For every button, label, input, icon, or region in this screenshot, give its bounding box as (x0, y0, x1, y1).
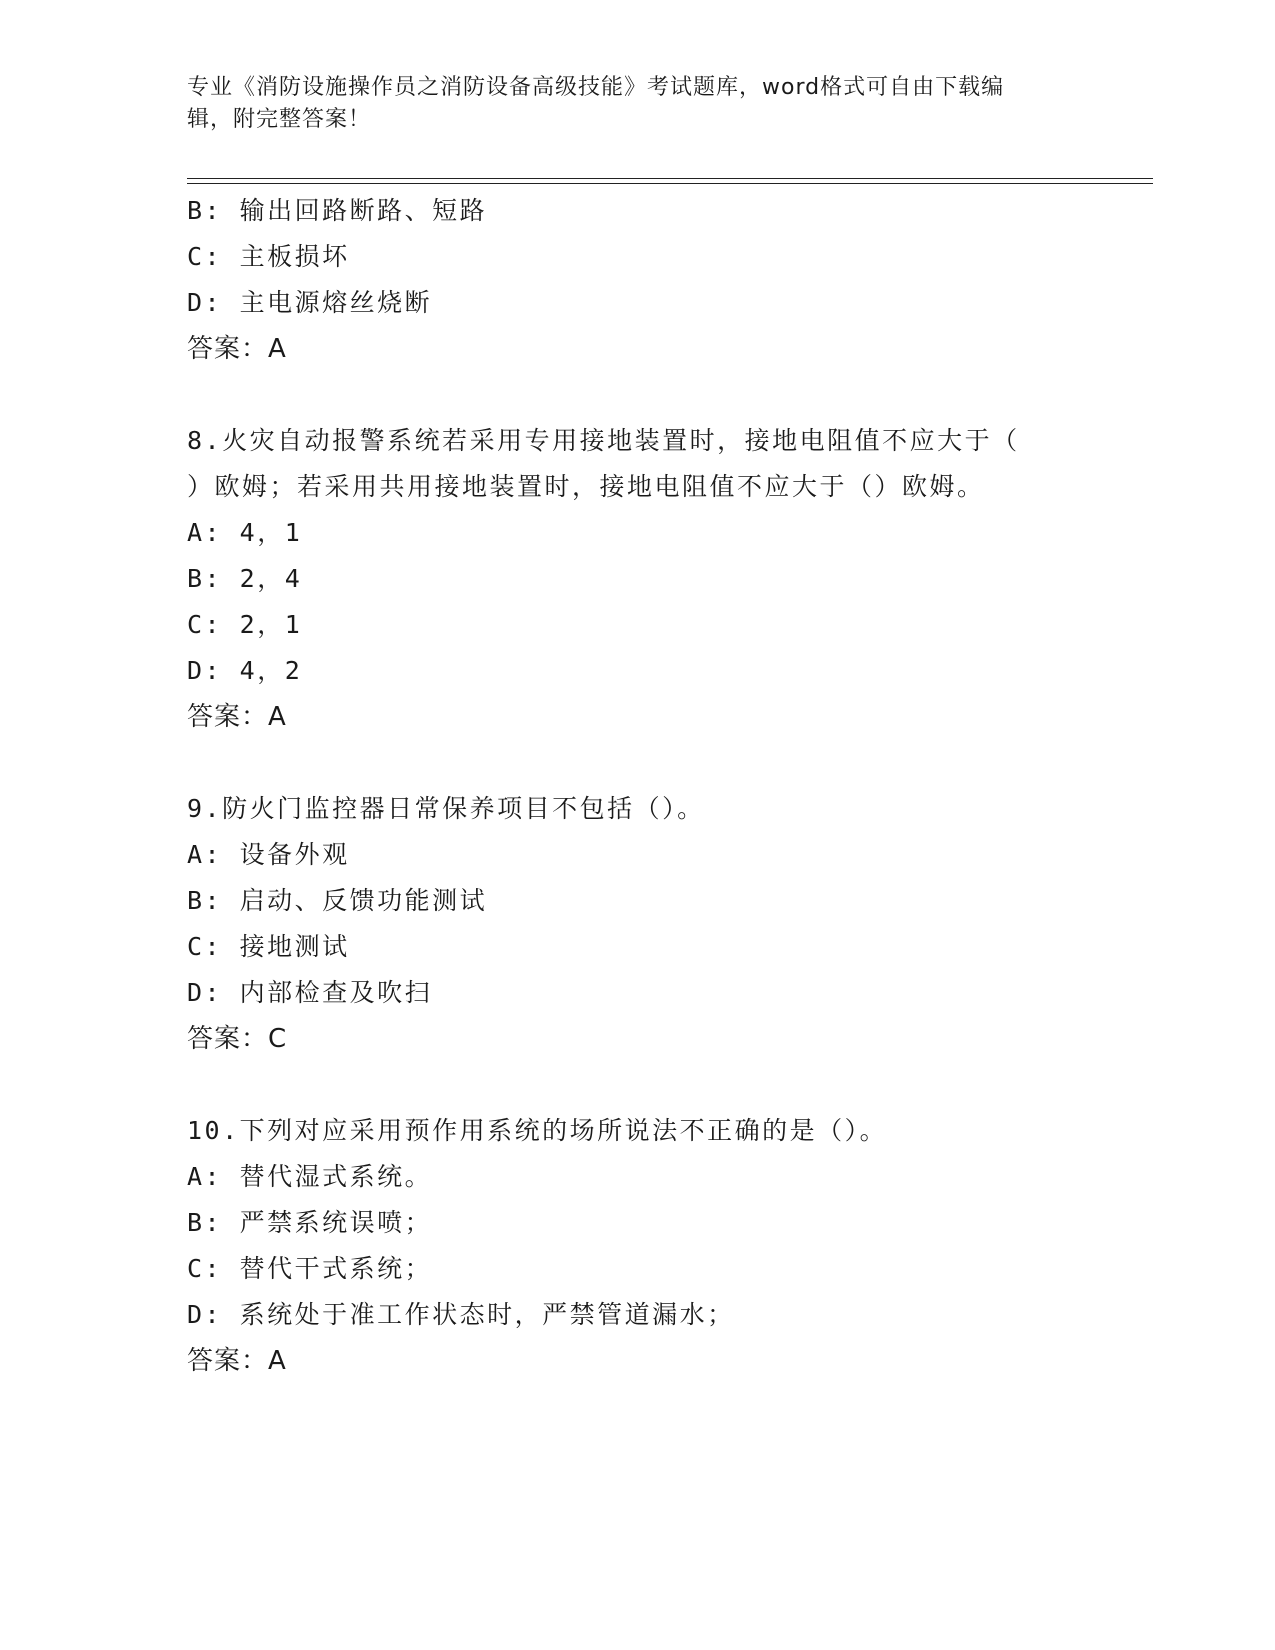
header-line-1: 专业《消防设施操作员之消防设备高级技能》考试题库，word格式可自由下载编 (187, 75, 1005, 100)
question-10 (187, 1108, 1127, 1384)
spacer (187, 1062, 1127, 1108)
header-line-2: 辑，附完整答案！ (187, 107, 372, 132)
option-b: B: 严禁系统误喷； (187, 1208, 433, 1237)
option-b: B: 输出回路断路、短路 (187, 196, 488, 225)
answer: 答案：C (187, 1024, 288, 1054)
question-text-continued: ）欧姆；若采用共用接地装置时，接地电阻值不应大于（）欧姆。 (187, 472, 985, 501)
option-c: C: 替代干式系统； (187, 1254, 433, 1283)
question-text: 9.防火门监控器日常保养项目不包括（）。 (187, 794, 705, 823)
option-a: A: 设备外观 (187, 840, 350, 869)
header-divider-top (187, 178, 1153, 179)
answer: 答案：A (187, 1346, 287, 1376)
option-d: D: 4，2 (187, 656, 303, 685)
option-c: C: 接地测试 (187, 932, 350, 961)
question-9 (187, 786, 1127, 1062)
document-header (187, 72, 1067, 136)
option-c: C: 2，1 (187, 610, 303, 639)
question-8 (187, 418, 1127, 740)
option-d: D: 系统处于准工作状态时，严禁管道漏水； (187, 1300, 735, 1329)
option-d: D: 主电源熔丝烧断 (187, 288, 433, 317)
header-divider-bottom (187, 183, 1153, 184)
spacer (187, 740, 1127, 786)
option-c: C: 主板损坏 (187, 242, 350, 271)
answer: 答案：A (187, 334, 287, 364)
option-b: B: 2，4 (187, 564, 303, 593)
question-text: 8.火灾自动报警系统若采用专用接地装置时，接地电阻值不应大于（ (187, 426, 1020, 455)
option-a: A: 替代湿式系统。 (187, 1162, 433, 1191)
option-a: A: 4，1 (187, 518, 303, 547)
answer: 答案：A (187, 702, 287, 732)
question-7-tail (187, 188, 1127, 372)
question-text: 10.下列对应采用预作用系统的场所说法不正确的是（）。 (187, 1116, 888, 1145)
spacer (187, 372, 1127, 418)
option-b: B: 启动、反馈功能测试 (187, 886, 488, 915)
question-list (187, 188, 1127, 1384)
option-d: D: 内部检查及吹扫 (187, 978, 433, 1007)
